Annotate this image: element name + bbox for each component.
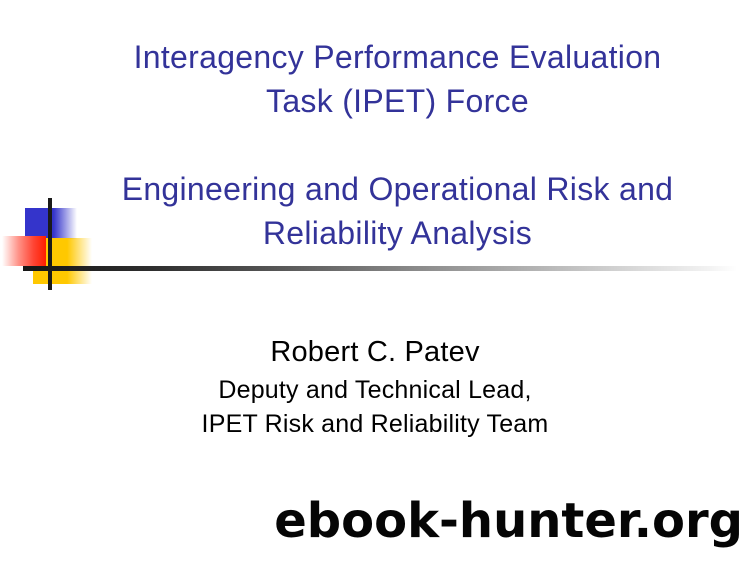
slide-title — [45, 35, 750, 255]
slide-subtitle — [0, 331, 750, 441]
horizontal-divider-rule — [23, 266, 737, 271]
title-line-spacer — [45, 123, 750, 167]
title-line-2: Task (IPET) Force — [266, 83, 529, 119]
author-name: Robert C. Patev — [270, 336, 480, 368]
title-line-1: Interagency Performance Evaluation — [133, 39, 662, 75]
red-square-decoration — [2, 236, 46, 266]
watermark-text: ebook-hunter.org — [274, 493, 743, 549]
title-line-3: Engineering and Operational Risk and — [121, 171, 674, 207]
vertical-crosshair-line — [48, 198, 52, 290]
author-role-line-1: Deputy and Technical Lead, — [218, 376, 532, 404]
title-line-4: Reliability Analysis — [262, 215, 533, 251]
author-role-line-2: IPET Risk and Reliability Team — [201, 410, 549, 438]
